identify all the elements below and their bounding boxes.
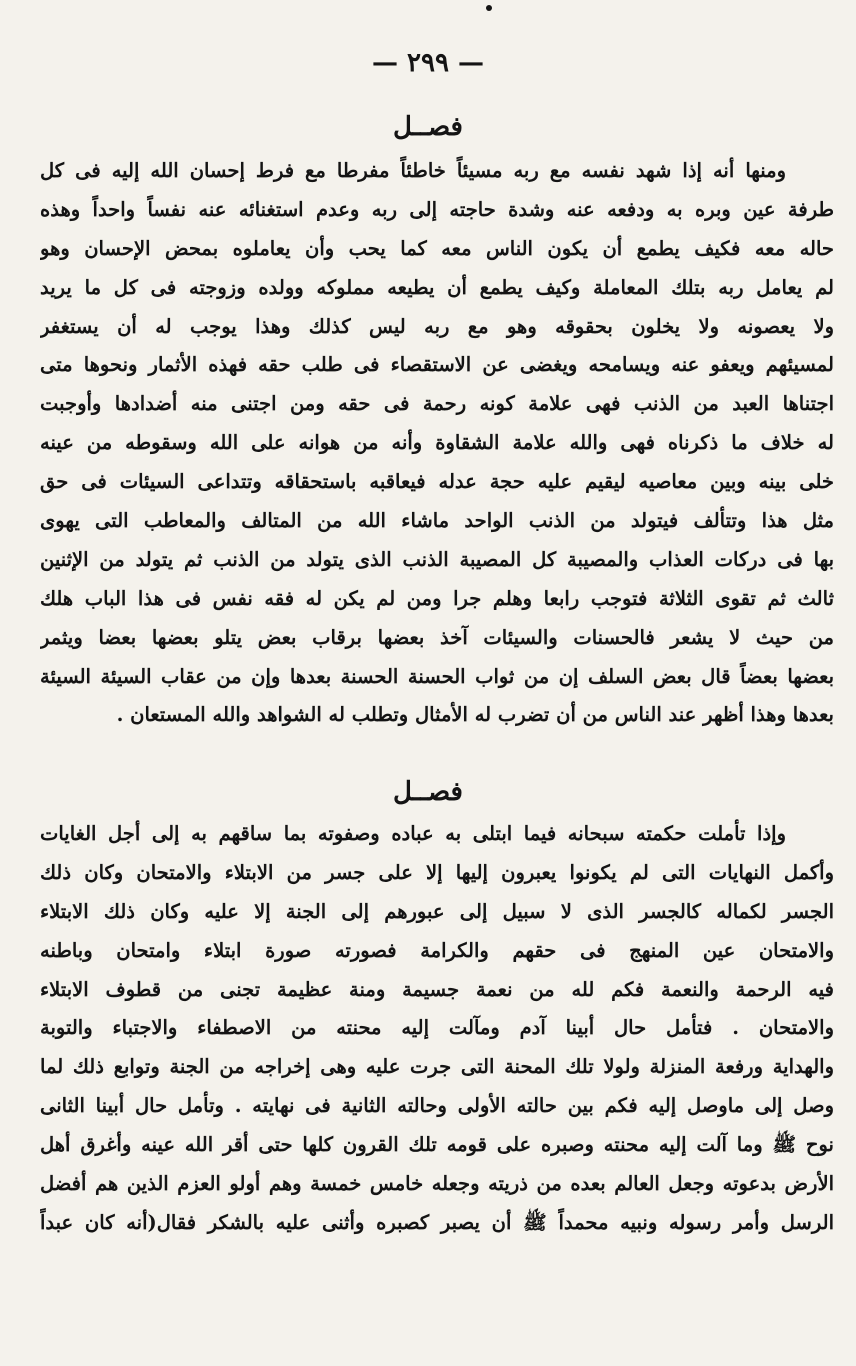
- section-heading-1: فصــل: [393, 112, 463, 142]
- text-line: مثل هذا وتتألف فيتولد من الذنب الواحد ماشاء الله من المتالف والمعاطب التى يهوى: [40, 509, 834, 533]
- section-heading-2: فصــل: [393, 777, 463, 807]
- text-line: ولا يعصونه ولا يخلون بحقوقه وهو مع ربه ليس كذلك وهذا يوجب له أن يستغفر: [40, 314, 834, 338]
- text-line: الأرض بدعوته وجعل العالم بعده من ذريته وجعله خامس خمسة وهم أولو العزم الذين هم أفضل: [40, 1172, 834, 1196]
- text-line: من حيث لا يشعر فالحسنات والسيئات آخذ بعضها برقاب بعض يتلو بعضها بعضا ويثمر: [40, 625, 834, 649]
- text-line: ثالث ثم تقوى الثلاثة فتوجب رابعا وهلم جرا ومن لم يكن له فقه نفس فى هذا الباب هلك: [40, 586, 834, 610]
- text-line: ومنها أنه إذا شهد نفسه مع ربه مسيئاً خاطئاً مفرطا مع فرط إحسان الله إليه فى كل: [40, 159, 786, 182]
- text-line: خلى بينه وبين معاصيه ليقيم عليه حجة عدله فيعاقبه باستحقاقه وتتداعى السيئات فى حق: [40, 470, 834, 494]
- ink-dot: [486, 5, 492, 11]
- text-line: لمسيئهم ويعفو عنه ويسامحه ويغضى عن الاستقصاء فى طلب حقه فهذه الأثمار ونحوها متى: [40, 353, 834, 377]
- text-line: بها فى دركات العذاب والمصيبة كل المصيبة الذنب الذى يتولد من الذنب ثم يتولد من الإثنين: [40, 547, 834, 571]
- text-line: له خلاف ما ذكرناه فهى والله علامة الشقاوة وأنه من هوانه على الله وسقوطه من عينه: [40, 431, 834, 455]
- text-line: بعدها وهذا أظهر عند الناس من أن تضرب له الأمثال وتطلب له الشواهد والله المستعان .: [116, 703, 834, 727]
- text-line: وإذا تأملت حكمته سبحانه فيما ابتلى به عباده وصفوته بما ساقهم به إلى أجل الغايات: [40, 822, 786, 845]
- text-line: بعضها بعضاً قال بعض السلف إن من ثواب الحسنة الحسنة بعدها وإن من عقاب السيئة السيئة: [40, 664, 834, 688]
- text-line: الجسر لكماله كالجسر الذى لا سبيل إلى عبورهم إلى الجنة إلا عليه وكان ذلك الابتلاء: [40, 899, 834, 923]
- text-line: الرسل وأمر رسوله ونبيه محمداً ﷺ أن يصبر كصبره وأثنى عليه بالشكر فقال(أنه كان عبداً: [40, 1210, 834, 1234]
- text-line: وأكمل النهايات التى لم يكونوا يعبرون إليها إلا على جسر من الابتلاء والامتحان وكان ذلك: [40, 860, 834, 884]
- text-line: اجتناها العبد من الذنب فهى علامة كونه رحمة فى حقه ومن اجتنى منه أضدادها وأوجبت: [40, 392, 834, 416]
- text-line: فيه الرحمة والنعمة فكم لله من نعمة جسيمة ومنة عظيمة تجنى من قطوف الابتلاء: [40, 977, 834, 1001]
- text-line: والامتحان . فتأمل حال أبينا آدم ومآلت إليه محنته من الاصطفاء والاجتباء والتوبة: [40, 1016, 834, 1040]
- section-1-text: [40, 152, 834, 735]
- section-2-text: [40, 815, 834, 1243]
- text-line: حاله معه فكيف يطمع أن يكون الناس معه كما يحب وأن يعاملوه بمحض الإحسان وهو: [40, 236, 834, 260]
- text-line: وصل إلى ماوصل إليه فكم بين حالته الأولى وحالته الثانية فى نهايته . وتأمل حال أبينا الثانى: [40, 1094, 834, 1118]
- page-number: — ٢٩٩ —: [371, 48, 485, 78]
- text-line: والامتحان عين المنهج فى حقهم والكرامة فصورته صورة ابتلاء وامتحان وباطنه: [40, 938, 834, 962]
- text-line: طرفة عين وبره به ودفعه عنه وشدة حاجته إلى ربه وعدم استغنائه عنه نفساً واحداً وهذه: [40, 197, 834, 221]
- text-line: والهداية ورفعة المنزلة ولولا تلك المحنة التى جرت عليه وهى إخراجه من الجنة وتوابع ذلك لما: [40, 1055, 834, 1079]
- text-line: لم يعامل ربه بتلك المعاملة وكيف يطمع أن يطيعه مملوكه وولده وزوجته فى كل ما يريد: [40, 275, 834, 299]
- text-line: نوح ﷺ وما آلت إليه محنته وصبره على قومه تلك القرون كلها حتى أقر الله عينه وأغرق أهل: [40, 1133, 834, 1157]
